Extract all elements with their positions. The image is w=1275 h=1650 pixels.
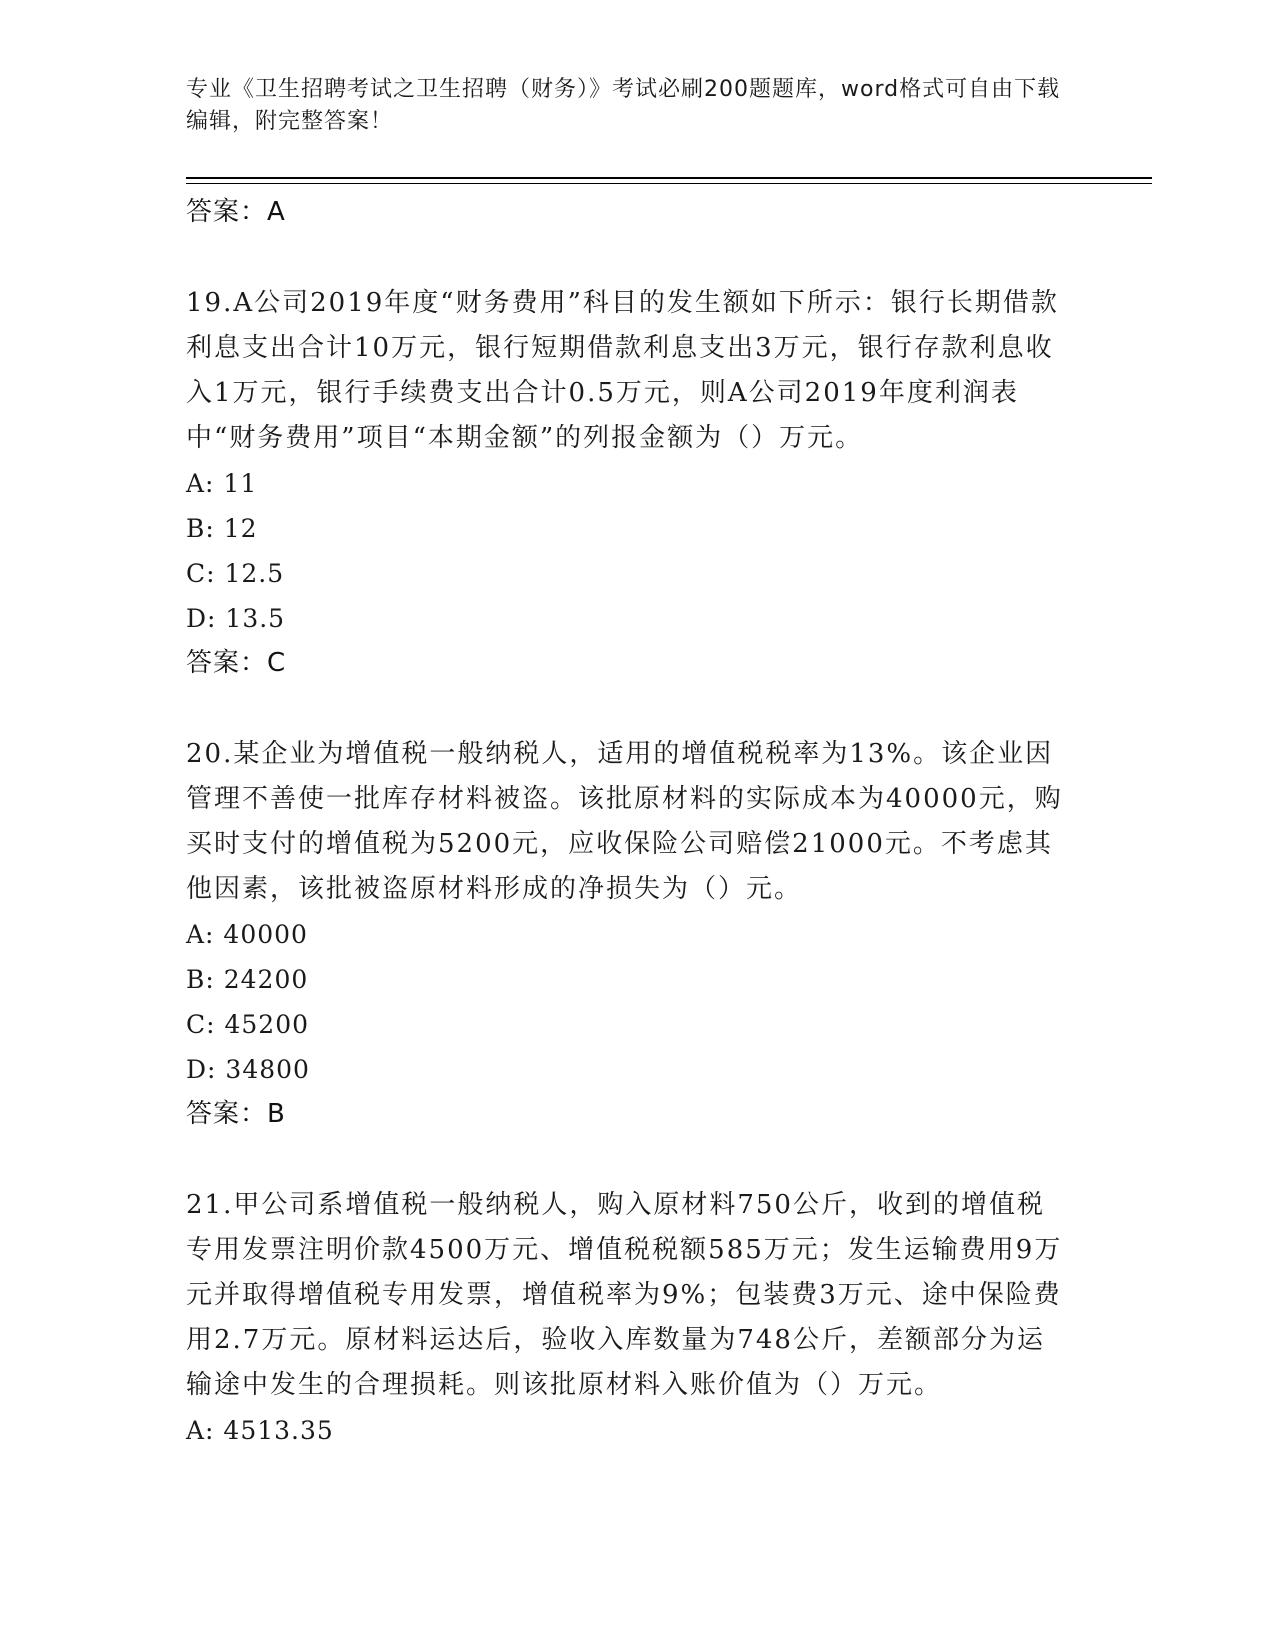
question-block [186,1183,1086,1453]
document-title: 专业《卫生招聘考试之卫生招聘（财务）》考试必刷200题题库，word格式可自由下载编辑，附完整答案！ [186,77,1061,134]
option-a: A: 40000 [186,920,308,949]
option-c: C: 45200 [186,1010,310,1039]
question-text: 19.A公司2019年度“财务费用”科目的发生额如下所示：银行长期借款利息支出合计10万元，银行短期借款利息支出3万元，银行存款利息收入1万元，银行手续费支出合计0.5万元，则A公司2019年度利润表中“财务费用”项目“本期金额”的列报金额为（）万元。 [186,288,1059,453]
header-divider-thin [186,183,1152,184]
spacer [186,235,1086,281]
option-d: D: 34800 [186,1055,310,1084]
spacer [186,1137,1086,1183]
option-a: A: 11 [186,469,258,498]
header-divider-thick [186,177,1152,179]
option-b: B: 24200 [186,965,309,994]
option-b: B: 12 [186,514,258,543]
spacer [186,686,1086,732]
question-block [186,281,1086,686]
option-c: C: 12.5 [186,559,285,588]
question-text: 20.某企业为增值税一般纳税人，适用的增值税税率为13%。该企业因管理不善使一批库存材料被盗。该批原材料的实际成本为40000元，购买时支付的增值税为5200元，应收保险公司赔偿21000元。不考虑其他因素，该批被盗原材料形成的净损失为（）元。 [186,739,1063,904]
document-body [186,190,1086,1453]
answer-line: 答案：A [186,197,286,227]
option-a: A: 4513.35 [186,1416,334,1445]
question-block [186,732,1086,1137]
answer-line: 答案：C [186,648,287,678]
page-header [186,74,1066,138]
question-text: 21.甲公司系增值税一般纳税人，购入原材料750公斤，收到的增值税专用发票注明价款4500万元、增值税税额585万元；发生运输费用9万元并取得增值税专用发票，增值税率为9%；包装费3万元、途中保险费用2.7万元。原材料运达后，验收入库数量为748公斤，差额部分为运输途中发生的合理损耗。则该批原材料入账价值为（）万元。 [186,1190,1063,1400]
option-d: D: 13.5 [186,604,286,633]
answer-line: 答案：B [186,1099,286,1129]
